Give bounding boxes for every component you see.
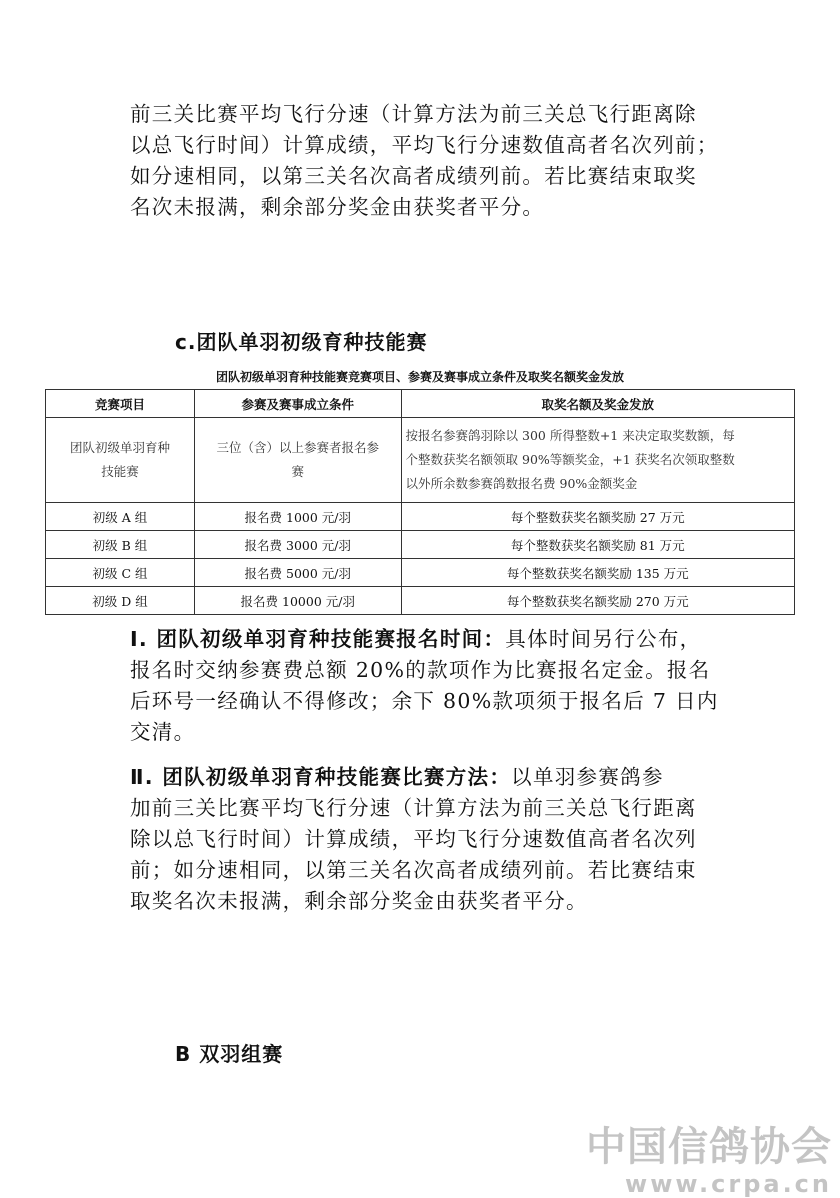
table-row (46, 587, 795, 615)
table-row (46, 531, 795, 559)
method-label: Ⅱ. 团队初级单羽育种技能赛比赛方法： (130, 765, 512, 789)
intro-line: 如分速相同，以第三关名次高者成绩列前。若比赛结束取奖 (130, 164, 697, 188)
registration-first-line: Ⅰ. 团队初级单羽育种技能赛报名时间：具体时间另行公布， (130, 627, 702, 651)
prize-cell: 每个整数获奖名额奖励 27 万元 (401, 503, 794, 531)
condition-cell: 三位（含）以上参赛者报名参 赛 (195, 418, 402, 503)
method-line: 除以总飞行时间）计算成绩，平均飞行分速数值高者名次列 (130, 827, 697, 851)
registration-line: 报名时交纳参赛费总额 20%的款项作为比赛报名定金。报名 (130, 658, 711, 682)
fee-cell: 报名费 10000 元/羽 (195, 587, 402, 615)
table-row (46, 559, 795, 587)
method-line: 取奖名次未报满，剩余部分奖金由获奖者平分。 (130, 889, 588, 913)
watermark (586, 1115, 832, 1198)
prize-cell: 每个整数获奖名额奖励 135 万元 (401, 559, 794, 587)
watermark-name: 中国信鸽协会 (586, 1124, 832, 1170)
registration-paragraph (130, 624, 730, 748)
table-row (46, 503, 795, 531)
prize-cell: 每个整数获奖名额奖励 270 万元 (401, 587, 794, 615)
watermark-url: www.crpa.cn (625, 1170, 832, 1198)
group-cell: 初级 B 组 (46, 531, 195, 559)
registration-line: 后环号一经确认不得修改；余下 80%款项须于报名后 7 日内 (130, 689, 719, 713)
registration-label: Ⅰ. 团队初级单羽育种技能赛报名时间： (130, 627, 506, 651)
event-cell: 团队初级单羽育种 技能赛 (46, 418, 195, 503)
registration-line: 交清。 (130, 720, 196, 744)
method-paragraph (130, 762, 730, 917)
award-cell: 按报名参赛鸽羽除以 300 所得整数+1 来决定取奖数额，每 个整数获奖名额领取 90%等额奖金，+1 获奖名次领取整数 以外所余数参赛鸽数报名费 90%金额奖金 (401, 418, 794, 503)
table-caption: 团队初级单羽育种技能赛竞赛项目、参赛及赛事成立条件及取奖名额奖金发放 (215, 370, 624, 384)
fee-cell: 报名费 5000 元/羽 (195, 559, 402, 587)
table-row (46, 418, 795, 503)
award-table (45, 389, 795, 615)
header-event: 竞赛项目 (46, 390, 195, 418)
prize-cell: 每个整数获奖名额奖励 81 万元 (401, 531, 794, 559)
intro-line: 以总飞行时间）计算成绩，平均飞行分速数值高者名次列前； (130, 133, 719, 157)
intro-line: 名次未报满，剩余部分奖金由获奖者平分。 (130, 195, 545, 219)
section-b-heading: B 双羽组赛 (175, 1042, 284, 1066)
group-cell: 初级 D 组 (46, 587, 195, 615)
table-header-row (46, 390, 795, 418)
header-condition: 参赛及赛事成立条件 (195, 390, 402, 418)
method-line: 前；如分速相同，以第三关名次高者成绩列前。若比赛结束 (130, 858, 697, 882)
section-c-heading: c.团队单羽初级育种技能赛 (175, 330, 428, 354)
header-award: 取奖名额及奖金发放 (401, 390, 794, 418)
group-cell: 初级 C 组 (46, 559, 195, 587)
method-line: 加前三关比赛平均飞行分速（计算方法为前三关总飞行距离 (130, 796, 697, 820)
intro-paragraph (130, 99, 730, 223)
fee-cell: 报名费 1000 元/羽 (195, 503, 402, 531)
intro-line: 前三关比赛平均飞行分速（计算方法为前三关总飞行距离除 (130, 102, 697, 126)
group-cell: 初级 A 组 (46, 503, 195, 531)
method-first-line: Ⅱ. 团队初级单羽育种技能赛比赛方法：以单羽参赛鸽参 (130, 765, 664, 789)
fee-cell: 报名费 3000 元/羽 (195, 531, 402, 559)
